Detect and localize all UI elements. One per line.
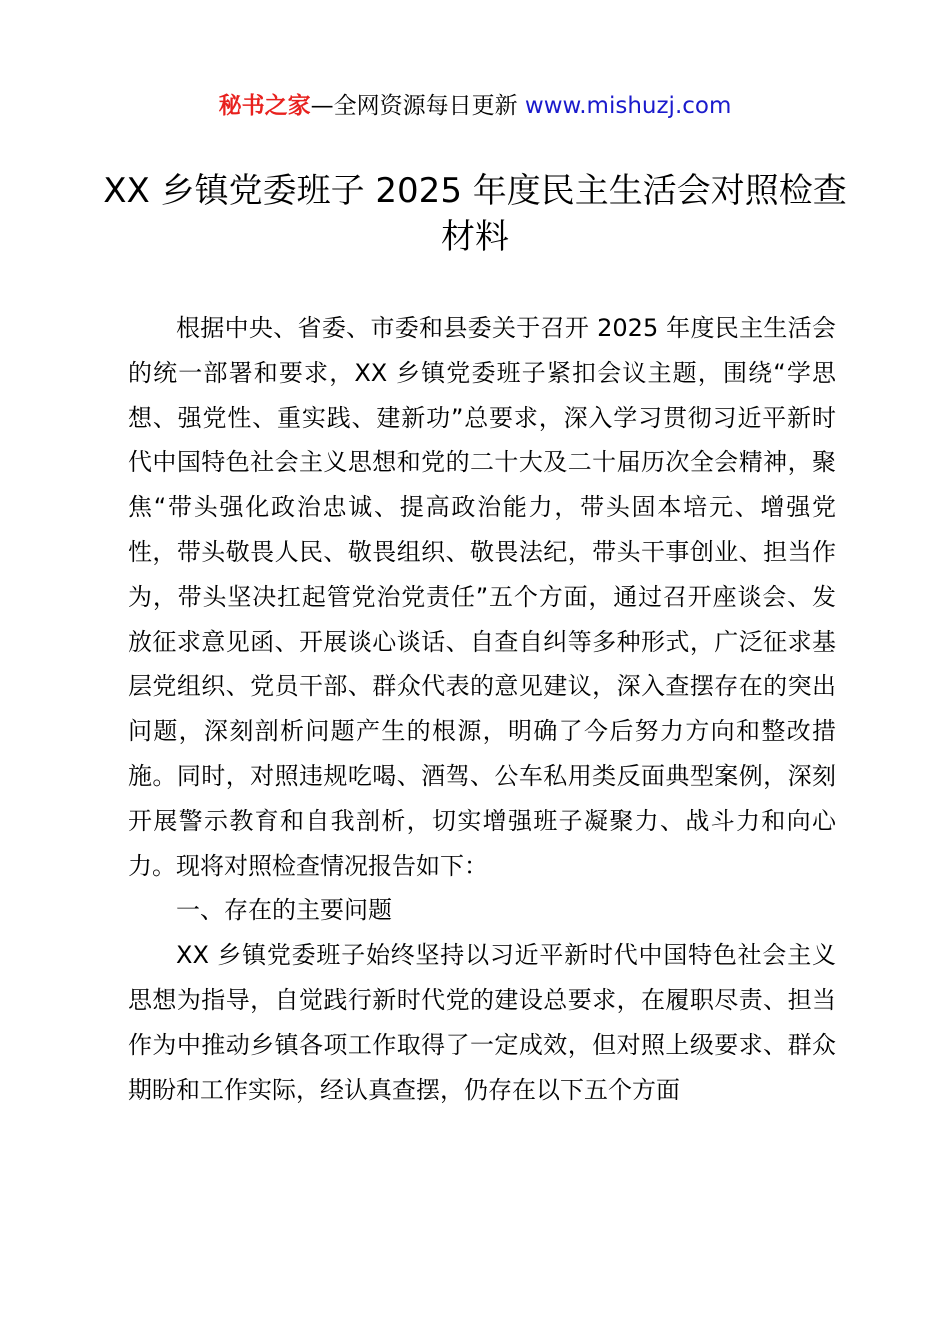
site-brand: 秘书之家 — [218, 93, 311, 119]
site-header — [0, 86, 950, 126]
site-url-link[interactable]: www.mishuzj.com — [524, 93, 732, 119]
document-body — [128, 306, 836, 1112]
intro-paragraph: 根据中央、省委、市委和县委关于召开 2025 年度民主生活会的统一部署和要求，XX 乡镇党委班子紧扣会议主题，围绕“学思想、强党性、重实践、建新功”总要求，深入学习贯彻习近平新时代中国特色社会主义思想和党的二十大及二十届历次全会精神，聚焦“带头强化政治忠诚、提高政治能力，带头固本培元、增强党性，带头敬畏人民、敬畏组织、敬畏法纪，带头干事创业、担当作为，带头坚决扛起管党治党责任”五个方面，通过召开座谈会、发放征求意见函、开展谈心谈话、自查自纠等多种形式，广泛征求基层党组织、党员干部、群众代表的意见建议，深入查摆存在的突出问题，深刻剖析问题产生的根源，明确了今后努力方向和整改措施。同时，对照违规吃喝、酒驾、公车私用类反面典型案例，深刻开展警示教育和自我剖析，切实增强班子凝聚力、战斗力和向心力。现将对照检查情况报告如下： — [128, 314, 836, 880]
site-slogan: —全网资源每日更新 — [310, 93, 525, 119]
section-paragraph: XX 乡镇党委班子始终坚持以习近平新时代中国特色社会主义思想为指导，自觉践行新时代党的建设总要求，在履职尽责、担当作为中推动乡镇各项工作取得了一定成效，但对照上级要求、群众期盼和工作实际，经认真查摆，仍存在以下五个方面 — [128, 941, 836, 1104]
section-heading: 一、存在的主要问题 — [176, 896, 392, 925]
document-title: XX 乡镇党委班子 2025 年度民主生活会对照检查材料 — [103, 171, 847, 257]
